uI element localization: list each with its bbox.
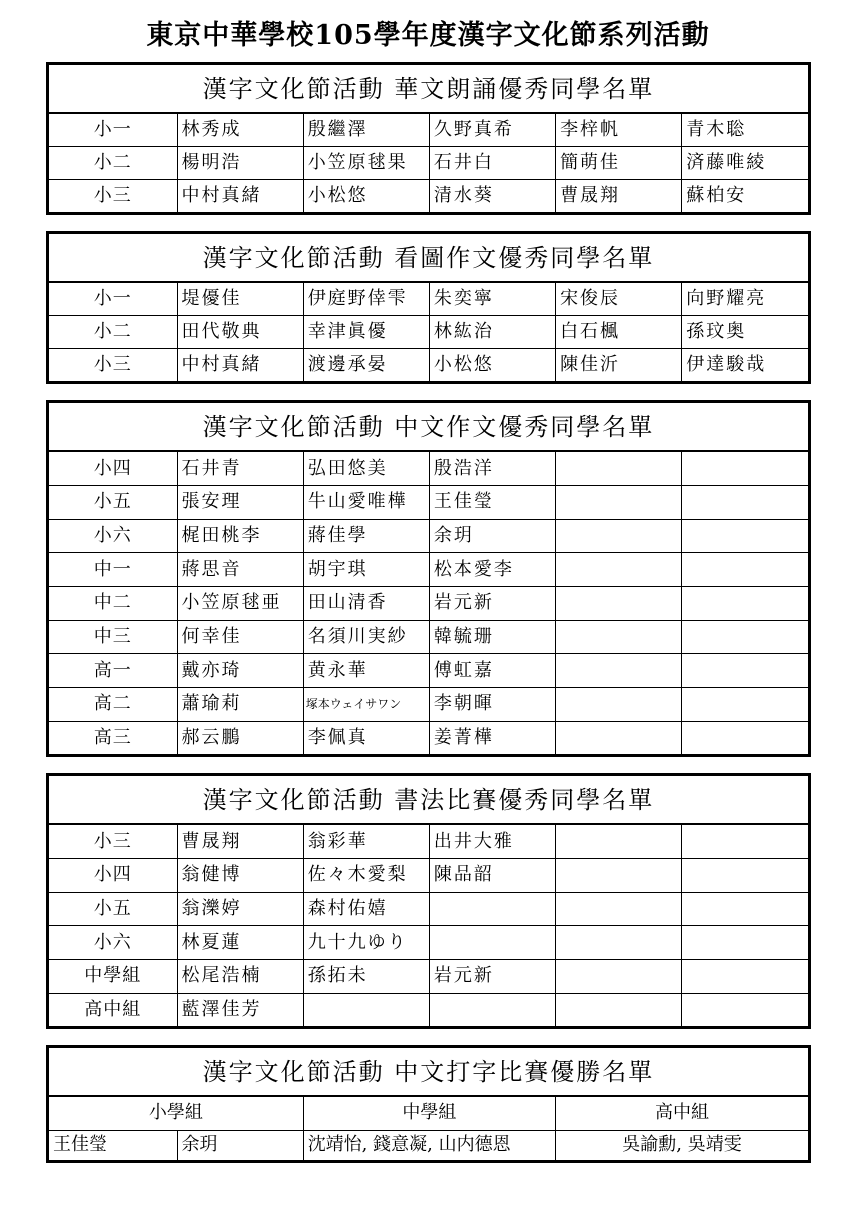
student-name: 久野真希 — [429, 113, 555, 147]
winner-name: 王佳瑩 — [49, 1130, 177, 1160]
empty-cell — [556, 926, 682, 960]
student-name: 林夏蓮 — [177, 926, 303, 960]
high-winners: 吳諭勳, 吳靖雯 — [556, 1130, 808, 1160]
student-name: 田代敬典 — [177, 316, 303, 349]
grade-cell: 中學組 — [49, 960, 177, 994]
grade-cell: 小六 — [49, 926, 177, 960]
student-name: 翁彩華 — [303, 824, 429, 859]
student-name: 向野耀亮 — [682, 282, 808, 316]
empty-cell — [556, 451, 682, 486]
table-row — [49, 1130, 808, 1160]
student-name: 殷繼澤 — [303, 113, 429, 147]
student-name: 白石楓 — [556, 316, 682, 349]
table-row — [49, 553, 808, 587]
student-name: 石井青 — [177, 451, 303, 486]
table-row — [49, 451, 808, 486]
empty-cell — [556, 859, 682, 893]
empty-cell — [682, 553, 808, 587]
student-name: 傅虹嘉 — [429, 654, 555, 688]
student-name: 陳佳沂 — [556, 349, 682, 381]
grade-cell: 高一 — [49, 654, 177, 688]
table-row — [49, 519, 808, 553]
empty-cell — [556, 993, 682, 1026]
table-row — [49, 721, 808, 754]
student-name: 黄永華 — [303, 654, 429, 688]
grade-cell: 小五 — [49, 892, 177, 926]
empty-cell — [429, 993, 555, 1026]
student-name: 伊庭野倖雫 — [303, 282, 429, 316]
student-name: 小笠原毬果 — [303, 147, 429, 180]
empty-cell — [682, 620, 808, 654]
empty-cell — [682, 993, 808, 1026]
student-name: 岩元新 — [429, 587, 555, 621]
grade-cell: 小二 — [49, 147, 177, 180]
table-row — [49, 282, 808, 316]
grade-cell: 小二 — [49, 316, 177, 349]
winner-name: 余玥 — [177, 1130, 303, 1160]
composition-title: 漢字文化節活動 中文作文優秀同學名單 — [49, 403, 808, 451]
student-name: 余玥 — [429, 519, 555, 553]
student-name: 宋俊辰 — [556, 282, 682, 316]
student-name: 塚本ウェイサワン — [303, 687, 429, 721]
student-name: 孫玟奥 — [682, 316, 808, 349]
empty-cell — [682, 926, 808, 960]
empty-cell — [682, 587, 808, 621]
recitation-title: 漢字文化節活動 華文朗誦優秀同學名單 — [49, 65, 808, 113]
student-name: 出井大雅 — [429, 824, 555, 859]
empty-cell — [556, 486, 682, 520]
empty-cell — [556, 892, 682, 926]
empty-cell — [429, 926, 555, 960]
student-name: 韓毓珊 — [429, 620, 555, 654]
student-name: 岩元新 — [429, 960, 555, 994]
grade-cell: 小三 — [49, 349, 177, 381]
empty-cell — [682, 654, 808, 688]
empty-cell — [303, 993, 429, 1026]
recitation-table — [46, 62, 811, 215]
student-name: 中村真緒 — [177, 349, 303, 381]
student-name: 松本愛李 — [429, 553, 555, 587]
table-row — [49, 113, 808, 147]
student-name: 梶田桃李 — [177, 519, 303, 553]
table-row — [49, 993, 808, 1026]
grade-cell: 中二 — [49, 587, 177, 621]
empty-cell — [556, 687, 682, 721]
student-name: 何幸佳 — [177, 620, 303, 654]
table-row — [49, 620, 808, 654]
typing-table — [46, 1045, 811, 1163]
table-row — [49, 147, 808, 180]
student-name: 小松悠 — [303, 180, 429, 212]
student-name: 林紘治 — [429, 316, 555, 349]
grade-cell: 小六 — [49, 519, 177, 553]
empty-cell — [682, 859, 808, 893]
student-name: 翁濼婷 — [177, 892, 303, 926]
grade-cell: 高三 — [49, 721, 177, 754]
grade-cell: 小五 — [49, 486, 177, 520]
calligraphy-table — [46, 773, 811, 1029]
table-row — [49, 316, 808, 349]
grade-cell: 小三 — [49, 824, 177, 859]
student-name: 朱奕寧 — [429, 282, 555, 316]
empty-cell — [682, 824, 808, 859]
student-name: 李朝暉 — [429, 687, 555, 721]
student-name: 孫拓未 — [303, 960, 429, 994]
student-name: 曹晟翔 — [556, 180, 682, 212]
student-name: 蔣佳學 — [303, 519, 429, 553]
picture-writing-title: 漢字文化節活動 看圖作文優秀同學名單 — [49, 234, 808, 282]
student-name: 陳品韶 — [429, 859, 555, 893]
page-title: 東京中華學校105學年度漢字文化節系列活動 — [146, 20, 710, 51]
student-name: 林秀成 — [177, 113, 303, 147]
group-header-high: 高中組 — [556, 1096, 808, 1130]
student-name: 王佳瑩 — [429, 486, 555, 520]
middle-winners: 沈靖怡, 錢意凝, 山内德恩 — [303, 1130, 555, 1160]
empty-cell — [556, 960, 682, 994]
table-row — [49, 349, 808, 381]
group-header-primary: 小學組 — [49, 1096, 303, 1130]
grade-cell: 小一 — [49, 282, 177, 316]
student-name: 牛山愛唯樺 — [303, 486, 429, 520]
composition-table — [46, 400, 811, 757]
picture-writing-table — [46, 231, 811, 384]
empty-cell — [682, 960, 808, 994]
calligraphy-title: 漢字文化節活動 書法比賽優秀同學名單 — [49, 776, 808, 824]
grade-cell: 小四 — [49, 451, 177, 486]
student-name: 名須川実紗 — [303, 620, 429, 654]
student-name: 森村佑嬉 — [303, 892, 429, 926]
student-name: 堤優佳 — [177, 282, 303, 316]
student-name: 藍澤佳芳 — [177, 993, 303, 1026]
empty-cell — [682, 519, 808, 553]
empty-cell — [556, 721, 682, 754]
group-header-row — [49, 1096, 808, 1130]
student-name: 李佩真 — [303, 721, 429, 754]
student-name: 青木聡 — [682, 113, 808, 147]
empty-cell — [556, 620, 682, 654]
student-name: 弘田悠美 — [303, 451, 429, 486]
empty-cell — [682, 486, 808, 520]
student-name: 伊達駿哉 — [682, 349, 808, 381]
empty-cell — [429, 892, 555, 926]
table-row — [49, 859, 808, 893]
student-name: 小笠原毬亜 — [177, 587, 303, 621]
group-header-middle: 中學組 — [303, 1096, 555, 1130]
student-name: 曹晟翔 — [177, 824, 303, 859]
grade-cell: 高二 — [49, 687, 177, 721]
empty-cell — [556, 587, 682, 621]
table-row — [49, 587, 808, 621]
empty-cell — [682, 687, 808, 721]
table-row — [49, 180, 808, 212]
student-name: 郝云鵬 — [177, 721, 303, 754]
empty-cell — [556, 519, 682, 553]
empty-cell — [556, 824, 682, 859]
table-row — [49, 654, 808, 688]
grade-cell: 中三 — [49, 620, 177, 654]
student-name: 張安理 — [177, 486, 303, 520]
student-name: 小松悠 — [429, 349, 555, 381]
empty-cell — [556, 654, 682, 688]
grade-cell: 小三 — [49, 180, 177, 212]
student-name: 翁健博 — [177, 859, 303, 893]
table-row — [49, 824, 808, 859]
table-row — [49, 687, 808, 721]
student-name: 殷浩洋 — [429, 451, 555, 486]
student-name: 姜菁樺 — [429, 721, 555, 754]
student-name: 中村真緒 — [177, 180, 303, 212]
table-row — [49, 960, 808, 994]
empty-cell — [556, 553, 682, 587]
student-name: 渡邊承晏 — [303, 349, 429, 381]
empty-cell — [682, 892, 808, 926]
student-name: 石井白 — [429, 147, 555, 180]
student-name: 佐々木愛梨 — [303, 859, 429, 893]
student-name: 蕭瑜莉 — [177, 687, 303, 721]
empty-cell — [682, 451, 808, 486]
grade-cell: 小四 — [49, 859, 177, 893]
typing-title: 漢字文化節活動 中文打字比賽優勝名單 — [49, 1048, 808, 1096]
student-name: 李梓帆 — [556, 113, 682, 147]
grade-cell: 小一 — [49, 113, 177, 147]
student-name: 済藤唯綾 — [682, 147, 808, 180]
student-name: 戴亦琦 — [177, 654, 303, 688]
table-row — [49, 486, 808, 520]
grade-cell: 高中組 — [49, 993, 177, 1026]
student-name: 田山清香 — [303, 587, 429, 621]
grade-cell: 中一 — [49, 553, 177, 587]
student-name: 九十九ゆり — [303, 926, 429, 960]
student-name: 蘇柏安 — [682, 180, 808, 212]
student-name: 胡宇琪 — [303, 553, 429, 587]
empty-cell — [682, 721, 808, 754]
student-name: 蔣思音 — [177, 553, 303, 587]
student-name: 幸津眞優 — [303, 316, 429, 349]
student-name: 楊明浩 — [177, 147, 303, 180]
student-name: 清水葵 — [429, 180, 555, 212]
student-name: 簡萌佳 — [556, 147, 682, 180]
student-name: 松尾浩楠 — [177, 960, 303, 994]
table-row — [49, 892, 808, 926]
table-row — [49, 926, 808, 960]
